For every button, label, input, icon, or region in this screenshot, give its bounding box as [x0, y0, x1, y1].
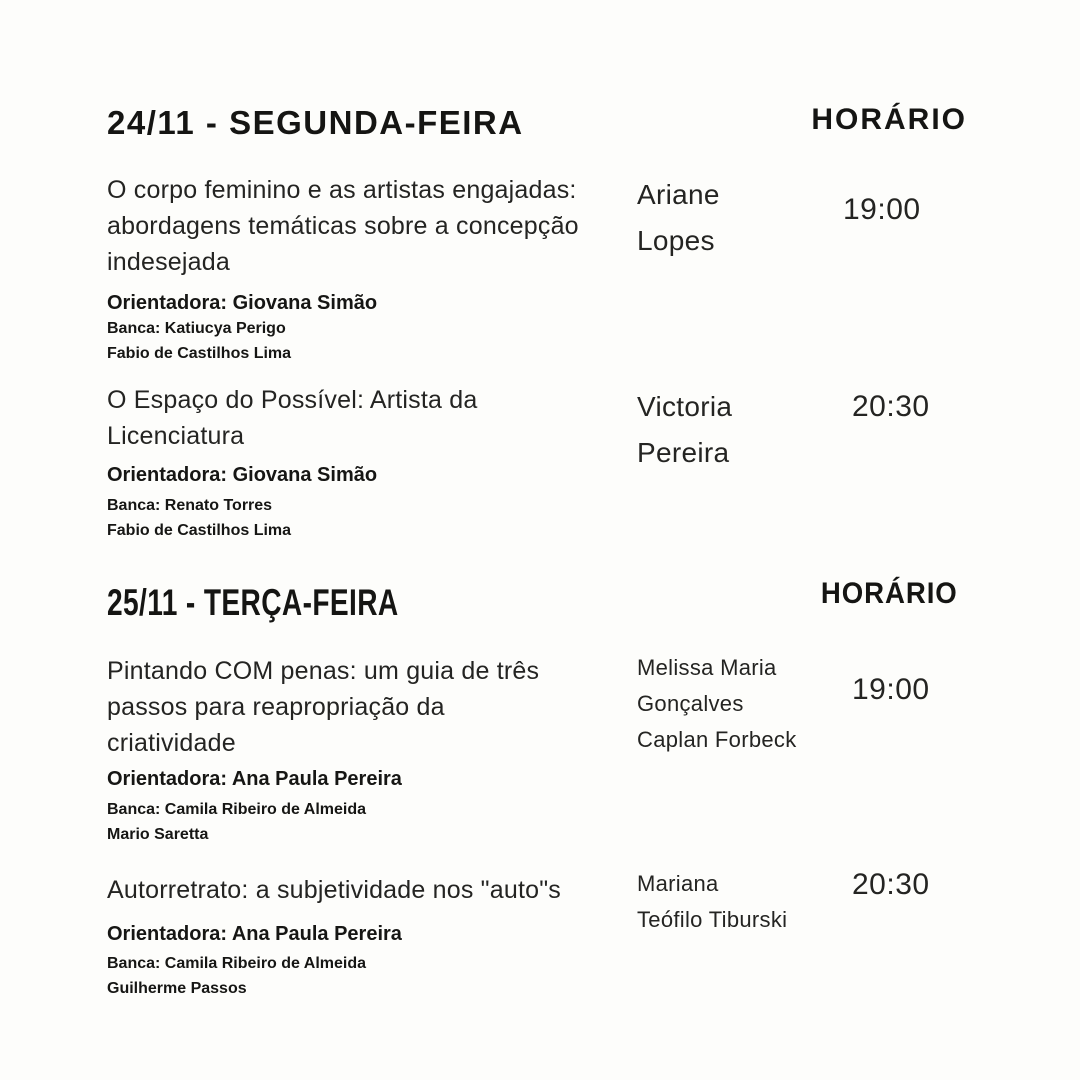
student-name-line: Lopes [637, 225, 715, 256]
session-title: Autorretrato: a subjetividade nos "auto"s [107, 876, 561, 904]
student-name-line: Melissa Maria [637, 655, 777, 680]
committee-line: Banca: Katiucya Perigo [107, 320, 286, 337]
day-1-header: 24/11 - SEGUNDA-FEIRA [107, 104, 524, 141]
session-title: O Espaço do Possível: Artista da Licenciatura [107, 386, 478, 450]
student-name-line: Caplan Forbeck [637, 727, 797, 752]
day-2-time-header [809, 577, 958, 611]
committee-line: Banca: Camila Ribeiro de Almeida [107, 955, 367, 972]
committee-line: Fabio de Castilhos Lima [107, 345, 292, 362]
day-2-header-text: 25/11 - TERÇA-FEIRA [107, 582, 399, 623]
committee-line: Fabio de Castilhos Lima [107, 522, 292, 539]
student-name-line: Gonçalves [637, 691, 744, 716]
session-time: 20:30 [852, 868, 930, 901]
student-name-line: Victoria [637, 391, 733, 422]
student-name-line: Teófilo Tiburski [637, 907, 788, 932]
student-name-line: Mariana [637, 871, 719, 896]
session-advisor: Orientadora: Ana Paula Pereira [107, 923, 402, 945]
session-time: 20:30 [852, 390, 930, 423]
student-name [637, 650, 797, 758]
session-committee [107, 316, 291, 366]
session-committee [107, 493, 291, 543]
day-2-header [107, 582, 491, 624]
student-name [637, 866, 787, 938]
student-name-line: Pereira [637, 437, 730, 468]
committee-line: Banca: Camila Ribeiro de Almeida [107, 801, 367, 818]
session-advisor: Orientadora: Giovana Simão [107, 292, 378, 314]
day-2-time-header-text: HORÁRIO [821, 577, 958, 610]
day-1-time-header: HORÁRIO [811, 103, 967, 136]
session-time: 19:00 [852, 673, 930, 706]
session-time: 19:00 [843, 193, 921, 226]
student-name [637, 172, 720, 264]
session-advisor: Orientadora: Ana Paula Pereira [107, 768, 402, 790]
session-title: Pintando COM penas: um guia de três passos para reapropriação da criatividade [107, 657, 540, 757]
session-title: O corpo feminino e as artistas engajadas: abordagens temáticas sobre a concepção indesejada [107, 176, 579, 276]
committee-line: Banca: Renato Torres [107, 497, 273, 514]
committee-line: Mario Saretta [107, 826, 209, 843]
session-advisor: Orientadora: Giovana Simão [107, 464, 378, 486]
committee-line: Guilherme Passos [107, 980, 247, 997]
session-committee [107, 951, 366, 1001]
student-name-line: Ariane [637, 179, 720, 210]
session-committee [107, 797, 366, 847]
student-name [637, 384, 732, 476]
